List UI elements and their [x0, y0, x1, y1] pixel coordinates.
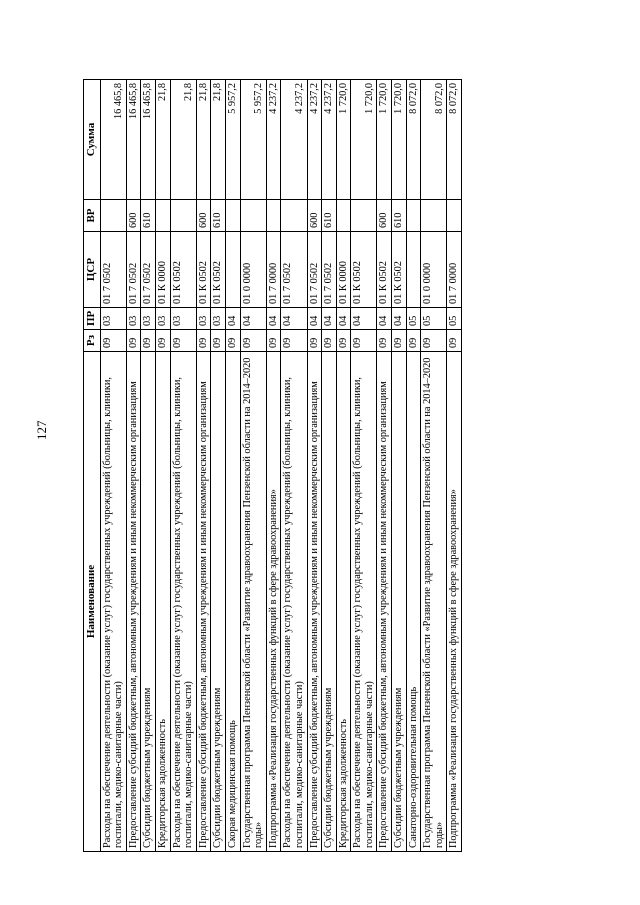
- cell-rz: 09: [155, 330, 170, 352]
- header-rz: Рз: [84, 330, 101, 352]
- cell-rz: 09: [141, 330, 156, 352]
- cell-pr: 04: [307, 308, 322, 330]
- table-row: [240, 80, 266, 852]
- cell-vr: [100, 200, 126, 232]
- table-row: [406, 80, 421, 852]
- cell-rz: 09: [336, 330, 351, 352]
- table-row: [392, 80, 407, 852]
- table-row: [225, 80, 240, 852]
- cell-csr: 01 7 0502: [126, 232, 141, 308]
- cell-vr: 610: [392, 200, 407, 232]
- cell-pr: 04: [240, 308, 266, 330]
- cell-name: Государственная программа Пензенской области «Развитие здравоохранения Пензенской области на 2014–2020 годы»: [421, 352, 447, 852]
- cell-name: Кредиторская задолженность: [155, 352, 170, 852]
- cell-sum: 8 072,0: [447, 80, 462, 200]
- cell-vr: [155, 200, 170, 232]
- cell-sum: 1 720,0: [377, 80, 392, 200]
- cell-rz: 09: [421, 330, 447, 352]
- cell-vr: 610: [211, 200, 226, 232]
- cell-rz: 09: [170, 330, 196, 352]
- cell-csr: 01 К 0502: [211, 232, 226, 308]
- cell-csr: 01 7 0502: [322, 232, 337, 308]
- cell-csr: 01 К 0502: [196, 232, 211, 308]
- cell-vr: [336, 200, 351, 232]
- cell-name: Расходы на обеспечение деятельности (оказание услуг) государственных учреждений (больницы, клиники, госпитали, медико-санитарные части): [100, 352, 126, 852]
- cell-pr: 05: [421, 308, 447, 330]
- cell-pr: 04: [266, 308, 281, 330]
- cell-csr: 01 К 0000: [336, 232, 351, 308]
- header-csr: ЦСР: [84, 232, 101, 308]
- table-row: [421, 80, 447, 852]
- cell-vr: 600: [307, 200, 322, 232]
- cell-pr: 03: [196, 308, 211, 330]
- cell-sum: 4 237,2: [281, 80, 307, 200]
- cell-pr: 05: [447, 308, 462, 330]
- cell-rz: 09: [392, 330, 407, 352]
- cell-name: Субсидии бюджетным учреждениям: [392, 352, 407, 852]
- cell-vr: [170, 200, 196, 232]
- table-row: [307, 80, 322, 852]
- cell-sum: 1 720,0: [336, 80, 351, 200]
- table-row: [266, 80, 281, 852]
- cell-pr: 04: [377, 308, 392, 330]
- cell-pr: 03: [211, 308, 226, 330]
- cell-vr: [266, 200, 281, 232]
- cell-sum: 4 237,2: [266, 80, 281, 200]
- cell-name: Государственная программа Пензенской области «Развитие здравоохранения Пензенской области на 2014–2020 годы»: [240, 352, 266, 852]
- cell-sum: 5 957,2: [240, 80, 266, 200]
- cell-pr: 03: [126, 308, 141, 330]
- table-row: [336, 80, 351, 852]
- cell-vr: [281, 200, 307, 232]
- cell-csr: [225, 232, 240, 308]
- cell-sum: 1 720,0: [392, 80, 407, 200]
- cell-pr: 03: [141, 308, 156, 330]
- cell-name: Субсидии бюджетным учреждениям: [211, 352, 226, 852]
- cell-name: Подпрограмма «Реализация государственных функций в сфере здравоохранения»: [266, 352, 281, 852]
- cell-vr: [421, 200, 447, 232]
- cell-sum: 16 465,8: [126, 80, 141, 200]
- cell-rz: 09: [225, 330, 240, 352]
- cell-csr: 01 0 0000: [421, 232, 447, 308]
- cell-csr: 01 7 0000: [266, 232, 281, 308]
- cell-sum: 21,8: [196, 80, 211, 200]
- cell-sum: 16 465,8: [141, 80, 156, 200]
- cell-name: Предоставление субсидий бюджетным, автономным учреждениям и иным некоммерческим организациям: [377, 352, 392, 852]
- cell-rz: 09: [307, 330, 322, 352]
- table-row: [377, 80, 392, 852]
- cell-sum: 4 237,2: [307, 80, 322, 200]
- cell-name: Санаторно-оздоровительная помощь: [406, 352, 421, 852]
- table-row: [447, 80, 462, 852]
- table-row: [155, 80, 170, 852]
- cell-sum: 21,8: [155, 80, 170, 200]
- cell-rz: 09: [406, 330, 421, 352]
- cell-pr: 03: [100, 308, 126, 330]
- cell-vr: [240, 200, 266, 232]
- cell-pr: 05: [406, 308, 421, 330]
- page-number: 127: [34, 420, 49, 440]
- cell-csr: 01 К 0502: [170, 232, 196, 308]
- cell-vr: 600: [196, 200, 211, 232]
- table-row: [281, 80, 307, 852]
- cell-pr: 03: [155, 308, 170, 330]
- cell-pr: 04: [281, 308, 307, 330]
- cell-vr: [406, 200, 421, 232]
- cell-sum: 8 072,0: [421, 80, 447, 200]
- cell-rz: 09: [447, 330, 462, 352]
- cell-pr: 04: [392, 308, 407, 330]
- cell-name: Скорая медицинская помощь: [225, 352, 240, 852]
- cell-rz: 09: [322, 330, 337, 352]
- cell-name: Предоставление субсидий бюджетным, автономным учреждениям и иным некоммерческим организациям: [307, 352, 322, 852]
- header-sum: Сумма: [84, 80, 101, 200]
- cell-name: Предоставление субсидий бюджетным, автономным учреждениям и иным некоммерческим организациям: [126, 352, 141, 852]
- table-row: [170, 80, 196, 852]
- cell-rz: 09: [211, 330, 226, 352]
- cell-name: Кредиторская задолженность: [336, 352, 351, 852]
- cell-name: Субсидии бюджетным учреждениям: [322, 352, 337, 852]
- table-row: [141, 80, 156, 852]
- rotated-table-container: [83, 80, 553, 852]
- cell-vr: 600: [377, 200, 392, 232]
- cell-rz: 09: [266, 330, 281, 352]
- cell-pr: 04: [351, 308, 377, 330]
- cell-vr: [225, 200, 240, 232]
- cell-rz: 09: [351, 330, 377, 352]
- cell-csr: 01 7 0502: [281, 232, 307, 308]
- cell-rz: 09: [281, 330, 307, 352]
- cell-csr: 01 7 0502: [307, 232, 322, 308]
- budget-table: [83, 79, 462, 852]
- table-row: [351, 80, 377, 852]
- table-row: [100, 80, 126, 852]
- cell-vr: [351, 200, 377, 232]
- cell-rz: 09: [377, 330, 392, 352]
- cell-sum: 21,8: [170, 80, 196, 200]
- cell-sum: 4 237,2: [322, 80, 337, 200]
- table-header-row: [84, 80, 101, 852]
- header-vr: ВР: [84, 200, 101, 232]
- cell-pr: 04: [322, 308, 337, 330]
- cell-sum: 5 957,2: [225, 80, 240, 200]
- table-row: [126, 80, 141, 852]
- cell-pr: 04: [225, 308, 240, 330]
- table-row: [211, 80, 226, 852]
- cell-csr: 01 0 0000: [240, 232, 266, 308]
- cell-rz: 09: [100, 330, 126, 352]
- cell-sum: 16 465,8: [100, 80, 126, 200]
- cell-rz: 09: [126, 330, 141, 352]
- cell-sum: 8 072,0: [406, 80, 421, 200]
- header-name: Наименование: [84, 352, 101, 852]
- cell-name: Субсидии бюджетным учреждениям: [141, 352, 156, 852]
- cell-csr: 01 7 0502: [100, 232, 126, 308]
- table-body: [100, 80, 461, 852]
- cell-csr: 01 К 0502: [377, 232, 392, 308]
- cell-sum: 21,8: [211, 80, 226, 200]
- cell-vr: 600: [126, 200, 141, 232]
- cell-name: Предоставление субсидий бюджетным, автономным учреждениям и иным некоммерческим организациям: [196, 352, 211, 852]
- cell-sum: 1 720,0: [351, 80, 377, 200]
- cell-csr: 01 7 0502: [141, 232, 156, 308]
- cell-vr: 610: [322, 200, 337, 232]
- cell-pr: 04: [336, 308, 351, 330]
- cell-csr: 01 К 0000: [155, 232, 170, 308]
- cell-rz: 09: [196, 330, 211, 352]
- cell-name: Подпрограмма «Реализация государственных функций в сфере здравоохранения»: [447, 352, 462, 852]
- cell-csr: [406, 232, 421, 308]
- cell-csr: 01 7 0000: [447, 232, 462, 308]
- cell-csr: 01 К 0502: [392, 232, 407, 308]
- cell-vr: 610: [141, 200, 156, 232]
- table-row: [196, 80, 211, 852]
- cell-name: Расходы на обеспечение деятельности (оказание услуг) государственных учреждений (больницы, клиники, госпитали, медико-санитарные части): [281, 352, 307, 852]
- cell-rz: 09: [240, 330, 266, 352]
- cell-name: Расходы на обеспечение деятельности (оказание услуг) государственных учреждений (больницы, клиники, госпитали, медико-санитарные части): [351, 352, 377, 852]
- cell-vr: [447, 200, 462, 232]
- cell-name: Расходы на обеспечение деятельности (оказание услуг) государственных учреждений (больницы, клиники, госпитали, медико-санитарные части): [170, 352, 196, 852]
- table-row: [322, 80, 337, 852]
- header-pr: ПР: [84, 308, 101, 330]
- cell-csr: 01 К 0502: [351, 232, 377, 308]
- cell-pr: 03: [170, 308, 196, 330]
